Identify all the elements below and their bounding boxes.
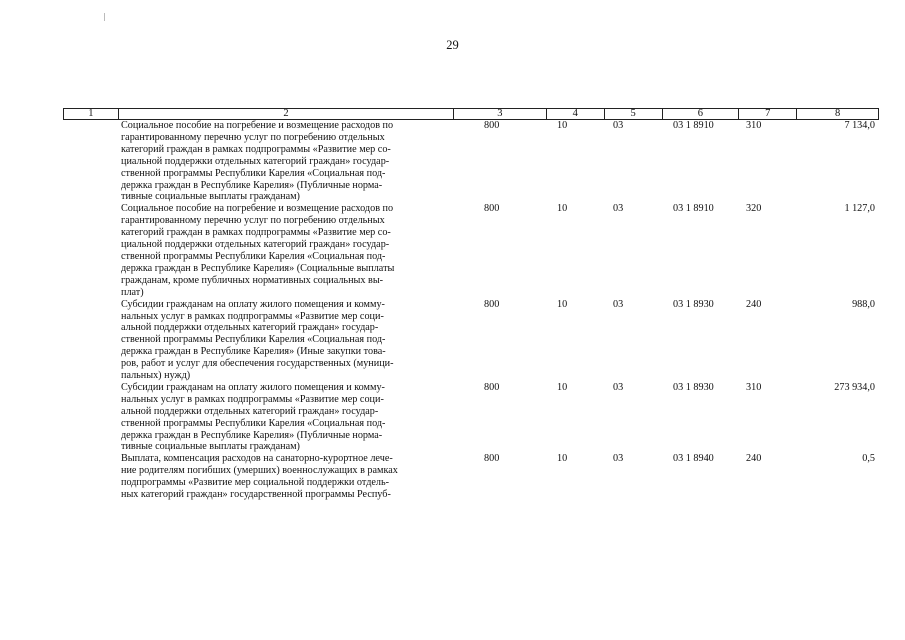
table-row — [63, 453, 879, 501]
item-name-line: держка граждан в Республике Карелия» (Публичные норма- — [121, 179, 383, 191]
item-name-line: ственной программы Республики Карелия «Социальная под- — [121, 167, 386, 179]
cell-c3: 800 — [484, 203, 500, 215]
item-name-line: ственной программы Республики Карелия «Социальная под- — [121, 250, 386, 262]
item-name-line: гарантированному перечню услуг по погребению отдельных — [121, 215, 385, 227]
cell-c5: 03 — [613, 298, 624, 310]
cell-c3: 800 — [484, 453, 500, 465]
table-row — [63, 203, 879, 298]
cell-c7: 310 — [746, 120, 762, 131]
cell-c4: 10 — [557, 453, 568, 465]
cell-c7: 310 — [746, 381, 762, 393]
cell-c8: 988,0 — [852, 298, 875, 310]
item-name-line: гарантированному перечню услуг по погребению отдельных — [121, 131, 385, 143]
item-name-line: альной поддержки отдельных категорий граждан» государ- — [121, 405, 379, 417]
cell-c3: 800 — [484, 298, 500, 310]
item-name-line: альной поддержки отдельных категорий граждан» государ- — [121, 322, 379, 334]
cell-c8: 1 127,0 — [844, 203, 875, 215]
cell-item-name — [118, 299, 454, 382]
header-col-8: 8 — [834, 108, 841, 119]
table-row — [63, 299, 879, 382]
cell-c4: 10 — [557, 203, 568, 215]
item-name-line: гражданам, кроме публичных нормативных социальных вы- — [121, 274, 384, 286]
cell-c6: 03 1 8930 — [673, 381, 714, 393]
item-name-line: Социальное пособие на погребение и возмещение расходов по — [121, 203, 394, 215]
item-name-line: Выплата, компенсация расходов на санаторно-курортное лече- — [121, 453, 393, 465]
item-name-line: ственной программы Республики Карелия «Социальная под- — [121, 417, 386, 429]
cell-c6: 03 1 8930 — [673, 298, 714, 310]
header-col-3: 3 — [454, 109, 547, 119]
cell-item-name — [118, 120, 454, 203]
item-name-line: Субсидии гражданам на оплату жилого помещения и комму- — [121, 298, 385, 310]
item-name-line: категорий граждан в рамках подпрограммы «Развитие мер со- — [121, 143, 391, 155]
item-name-line: ров, работ и услуг для обеспечения государственных (муници- — [121, 358, 394, 370]
item-name-line: держка граждан в Республике Карелия» (Социальные выплаты — [121, 262, 395, 274]
cell-c6: 03 1 8940 — [673, 453, 714, 465]
header-col-4: 4 — [547, 109, 605, 119]
header-col-7: 7 — [739, 109, 797, 119]
budget-table — [63, 108, 879, 501]
item-name-line: держка граждан в Республике Карелия» (Публичные норма- — [121, 429, 383, 441]
item-name-line: подпрограммы «Развитие мер социальной поддержки отдель- — [121, 477, 390, 489]
cell-c7: 240 — [746, 453, 762, 465]
table-row — [63, 120, 879, 203]
item-name-line: ственной программы Республики Карелия «Социальная под- — [121, 334, 386, 346]
header-col-6: 6 — [663, 109, 740, 119]
item-name-line: тивные социальные выплаты гражданам) — [121, 191, 300, 203]
cell-c3: 800 — [484, 381, 500, 393]
item-name-line: плат) — [121, 286, 144, 298]
cell-item-name — [118, 203, 454, 298]
item-name-line: пальных) нужд) — [121, 370, 191, 382]
cell-c6: 03 1 8910 — [673, 203, 714, 215]
item-name-line: нальных услуг в рамках подпрограммы «Развитие мер соци- — [121, 393, 384, 405]
item-name-line: держка граждан в Республике Карелия» (Иные закупки това- — [121, 346, 386, 358]
item-name-line: нальных услуг в рамках подпрограммы «Развитие мер соци- — [121, 310, 384, 322]
cell-c4: 10 — [557, 298, 568, 310]
cell-c7: 320 — [746, 203, 762, 215]
cell-c3: 800 — [484, 120, 500, 131]
header-col-2: 2 — [119, 109, 454, 119]
cell-c5: 03 — [613, 453, 624, 465]
item-name-line: Социальное пособие на погребение и возмещение расходов по — [121, 120, 394, 131]
cell-c5: 03 — [613, 381, 624, 393]
page-number: 29 — [446, 38, 459, 52]
cell-c7: 240 — [746, 298, 762, 310]
scan-mark — [104, 13, 105, 21]
cell-item-name — [118, 382, 454, 453]
cell-c6: 03 1 8910 — [673, 120, 714, 131]
cell-c4: 10 — [557, 381, 568, 393]
table-body — [63, 120, 879, 501]
cell-c8: 273 934,0 — [834, 381, 875, 393]
table-header-row — [63, 108, 879, 120]
table-row — [63, 382, 879, 453]
item-name-line: ных категорий граждан» государственной программы Респуб- — [121, 489, 391, 501]
cell-c8: 0,5 — [862, 453, 875, 465]
item-name-line: циальной поддержки отдельных категорий граждан» государ- — [121, 239, 390, 251]
item-name-line: ние родителям погибших (умерших) военнослужащих в рамках — [121, 465, 398, 477]
cell-c8: 7 134,0 — [844, 120, 875, 131]
header-col-5: 5 — [605, 109, 663, 119]
item-name-line: циальной поддержки отдельных категорий граждан» государ- — [121, 155, 390, 167]
cell-item-name — [118, 453, 454, 501]
item-name-line: тивные социальные выплаты гражданам) — [121, 441, 300, 453]
header-col-1: 1 — [64, 109, 119, 119]
cell-c4: 10 — [557, 120, 568, 131]
item-name-line: Субсидии гражданам на оплату жилого помещения и комму- — [121, 381, 385, 393]
item-name-line: категорий граждан в рамках подпрограммы «Развитие мер со- — [121, 227, 391, 239]
cell-c5: 03 — [613, 203, 624, 215]
cell-c5: 03 — [613, 120, 624, 131]
